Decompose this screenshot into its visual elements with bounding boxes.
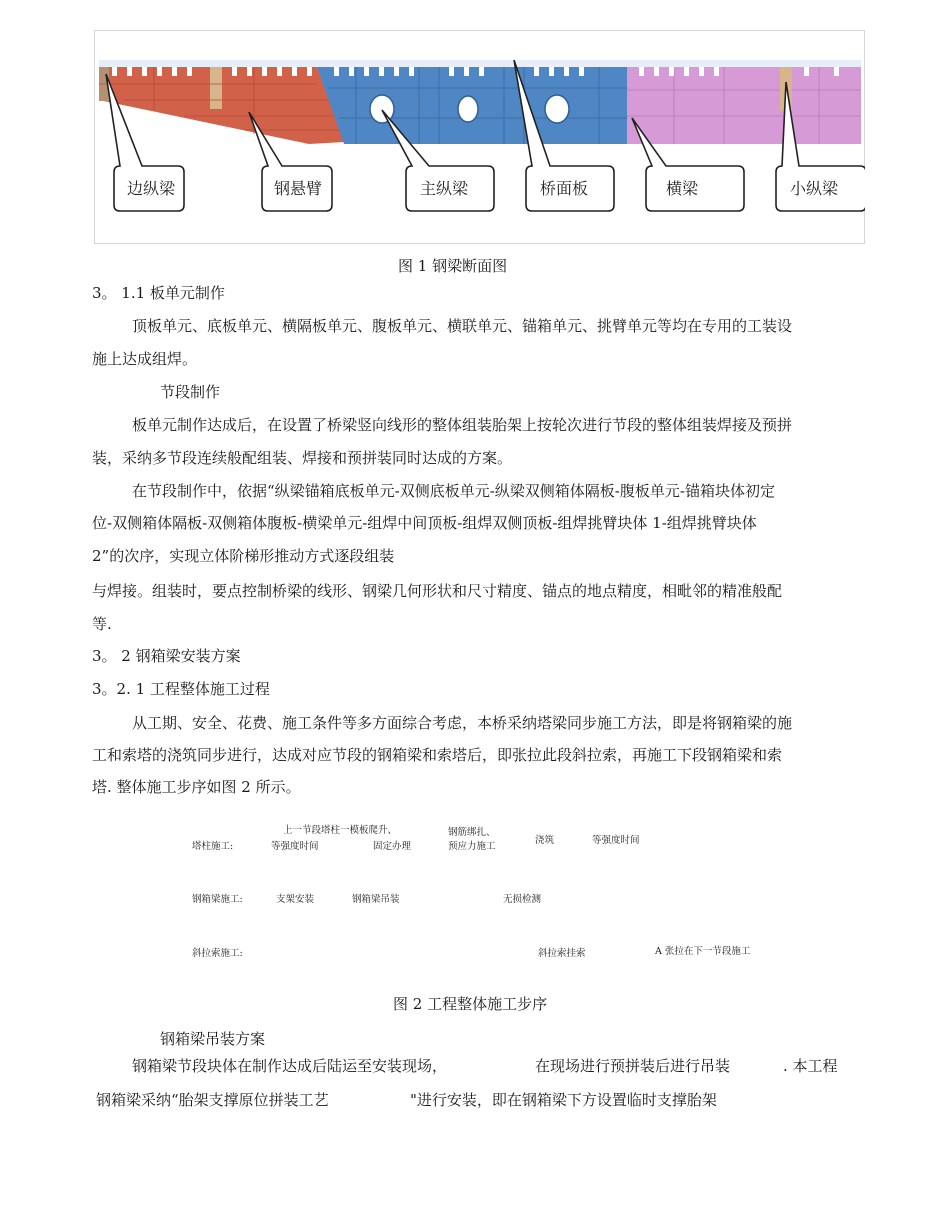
cable-step-2: A 张拉在下一节段施工: [655, 946, 751, 957]
steel-beam-section-figure: [94, 30, 865, 244]
tower-step-5: 等强度时间: [592, 835, 640, 846]
paragraph-5-part-d: 钢箱梁采纳“胎架支撑原位拼装工艺: [96, 1091, 329, 1109]
figure1-caption: 图 1 钢梁断面图: [398, 257, 508, 275]
paragraph-3-line-5: 等.: [92, 615, 112, 633]
callout-steel-cantilever: 钢悬臂: [274, 179, 323, 198]
tower-step-1a: 上一节段塔柱一模板爬升、: [283, 825, 398, 836]
manhole-3: [545, 95, 569, 123]
cable-row-label: 斜拉索施工:: [192, 948, 243, 959]
subheading-segment-fabrication: 节段制作: [160, 383, 221, 401]
cable-step-1: 斜拉索挂索: [538, 948, 586, 959]
deck-plate-top: [99, 60, 861, 67]
paragraph-3-line-2: 位-双侧箱体隔板-双侧箱体腹板-横梁单元-组焊中间顶板-组焊双侧顶板-组焊挑臂块体 1-组焊挑臂块体: [92, 514, 757, 532]
girder-step-1: 支架安装: [276, 894, 315, 905]
paragraph-5-part-e: "进行安装，即在钢箱梁下方设置临时支撑胎架: [410, 1091, 717, 1109]
paragraph-4-line-3: 塔. 整体施工步序如图 2 所示。: [92, 778, 301, 796]
tower-step-2: 固定办理: [373, 841, 412, 852]
paragraph-5-part-c: . 本工程: [783, 1057, 838, 1075]
paragraph-3-line-1: 在节段制作中，依据“纵梁锚箱底板单元-双侧底板单元-纵梁双侧箱体隔板-腹板单元-锚箱块体初定: [132, 482, 775, 500]
paragraph-5-part-a: 钢箱梁节段块体在制作达成后陆运至安装现场，: [132, 1057, 448, 1075]
figure2-caption: 图 2 工程整体施工步序: [393, 995, 548, 1013]
girder-row-label: 钢箱梁施工:: [192, 894, 243, 905]
tower-step-3b: 预应力施工: [448, 841, 496, 852]
callout-small-stringer: 小纵梁: [790, 179, 839, 198]
callout-main-girder: 主纵梁: [420, 179, 469, 198]
section-heading-3-1-1: 3。 1.1 板单元制作: [92, 284, 225, 302]
paragraph-5-part-b: 在现场进行预拼装后进行吊装: [535, 1057, 731, 1075]
paragraph-3-line-4: 与焊接。组装时，要点控制桥梁的线形、钢梁几何形状和尺寸精度、锚点的地点精度，相毗邻的精准般配: [92, 582, 783, 600]
section-heading-3-2: 3。 2 钢箱梁安装方案: [92, 647, 241, 665]
cross-beam-region: [627, 67, 861, 144]
tower-step-1b: 等强度时间: [271, 841, 319, 852]
paragraph-2-line-1: 板单元制作达成后，在设置了桥梁竖向线形的整体组装胎架上按轮次进行节段的整体组装焊接及预拼: [132, 416, 793, 434]
section-heading-3-2-1: 3。2. 1 工程整体施工过程: [92, 680, 270, 698]
girder-step-3: 无损检测: [503, 894, 542, 905]
paragraph-4-line-2: 工和索塔的浇筑同步进行，达成对应节段的钢箱梁和索塔后，即张拉此段斜拉索，再施工下段钢箱梁和索: [92, 746, 783, 764]
callout-cross-beam: 横梁: [666, 179, 699, 198]
girder-step-2: 钢箱梁吊装: [352, 894, 400, 905]
manhole-2: [458, 96, 478, 122]
cantilever-rib: [210, 67, 222, 109]
paragraph-1-line-1: 顶板单元、底板单元、横隔板单元、腹板单元、横联单元、锚箱单元、挑臂单元等均在专用的工装设: [132, 317, 793, 335]
paragraph-1-line-2: 施上达成组焊。: [92, 350, 198, 368]
subheading-lifting-plan: 钢箱梁吊装方案: [160, 1030, 266, 1048]
callout-edge-girder: 边纵梁: [127, 179, 176, 198]
paragraph-4-line-1: 从工期、安全、花费、施工条件等多方面综合考虑，本桥采纳塔梁同步施工方法，即是将钢箱梁的施: [132, 714, 793, 732]
tower-step-3a: 钢筋绑扎、: [448, 827, 496, 838]
paragraph-2-line-2: 装，采纳多节段连续般配组装、焊接和预拼装同时达成的方案。: [92, 449, 513, 467]
tower-step-4: 浇筑: [535, 835, 555, 846]
callout-deck-plate: 桥面板: [540, 179, 589, 198]
tower-row-label: 塔柱施工:: [192, 841, 234, 852]
paragraph-3-line-3: 2”的次序，实现立体阶梯形推动方式逐段组装: [92, 547, 395, 565]
